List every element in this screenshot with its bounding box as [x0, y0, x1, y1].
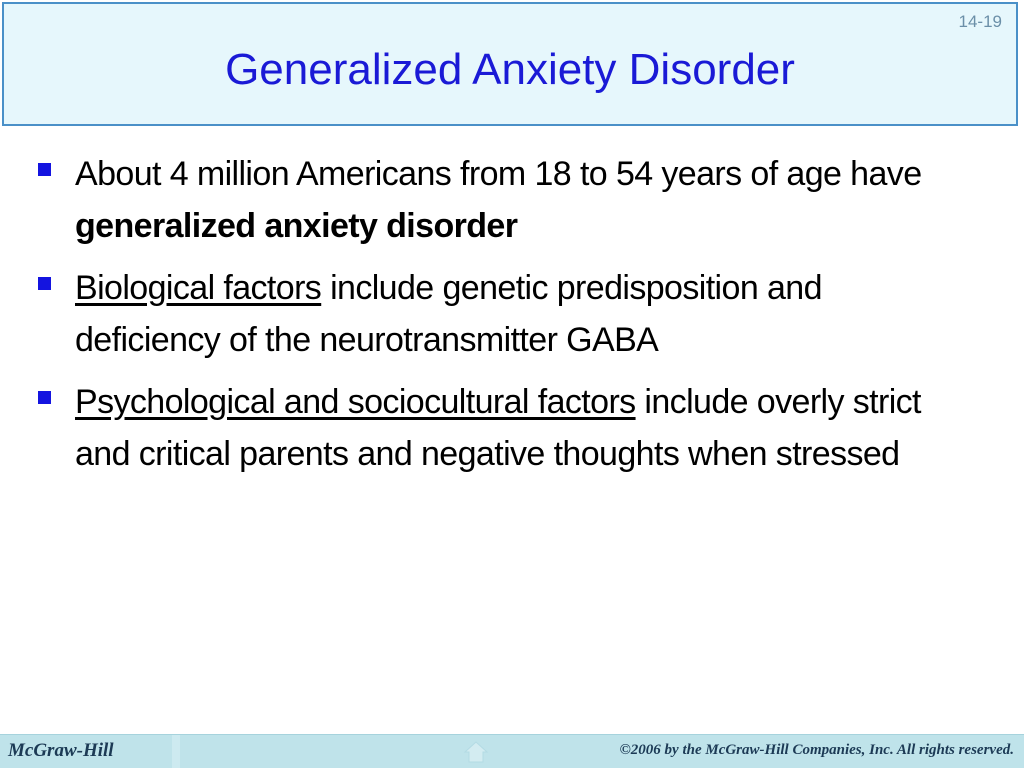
bullet-plain-text: include genetic predisposition and deficiency of the neurotransmitter GABA: [75, 269, 822, 359]
footer-divider: [172, 735, 180, 768]
bullet-text: [75, 376, 975, 480]
bullet-square-icon: [38, 163, 51, 176]
bullet-underlined-term: Psychological and sociocultural factors: [75, 383, 636, 421]
bullet-square-icon: [38, 391, 51, 404]
footer-bar: [0, 734, 1024, 768]
bullet-item: [38, 262, 988, 366]
bullet-text: [75, 148, 975, 252]
home-icon[interactable]: [462, 739, 490, 765]
page-number: 14-19: [958, 12, 1002, 31]
bullet-underlined-term: Biological factors: [75, 269, 322, 307]
bullet-text: [75, 262, 975, 366]
publisher-name: McGraw-Hill: [8, 740, 114, 761]
title-box: [2, 2, 1018, 126]
bullet-item: [38, 376, 988, 480]
bullet-bold-term: generalized anxiety disorder: [75, 207, 518, 245]
bullet-list: [38, 148, 988, 490]
bullet-plain-text: About 4 million Americans from 18 to 54 years of age have: [75, 155, 922, 193]
copyright-notice: ©2006 by the McGraw-Hill Companies, Inc. All rights reserved.: [619, 742, 1014, 758]
bullet-plain-text: include overly strict and critical parents and negative thoughts when stressed: [75, 383, 921, 473]
slide-title: Generalized Anxiety Disorder: [225, 45, 795, 94]
bullet-item: [38, 148, 988, 252]
bullet-square-icon: [38, 277, 51, 290]
